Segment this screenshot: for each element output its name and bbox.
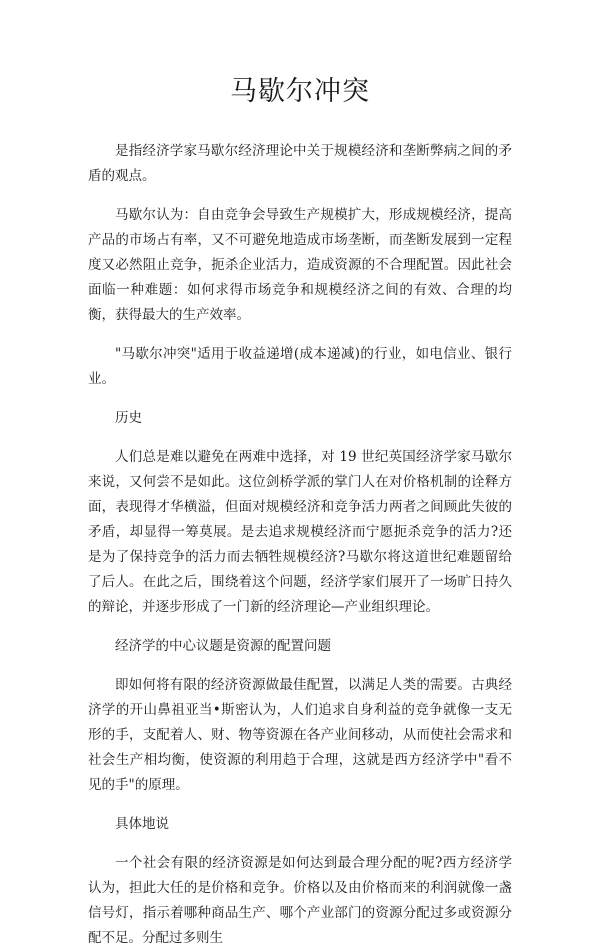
document-body	[88, 139, 512, 951]
document-title: 马歇尔冲突	[230, 76, 370, 107]
paragraph-invisible-hand: 即如何将有限的经济资源做最佳配置，以满足人类的需要。古典经济学的开山鼻祖亚当•斯密认为，人们追求自身利益的竞争就像一支无形的手，支配着人、财、物等资源在各产业间移动，从而使社会需求和社会生产相均衡，使资源的利用趋于合理，这就是西方经济学中"看不见的手"的原理。	[88, 677, 512, 793]
section-heading-specifically: 具体地说	[115, 816, 169, 832]
paragraph-price-competition: 一个社会有限的经济资源是如何达到最合理分配的呢?西方经济学认为，担此大任的是价格和竞争。价格以及由价格而来的利润就像一盏信号灯，指示着哪种商品生产、哪个产业部门的资源分配过多或资源分配不足。分配过多则生	[88, 855, 512, 946]
paragraph-history: 人们总是难以避免在两难中选择，对 19 世纪英国经济学家马歇尔来说，又何尝不是如此。这位剑桥学派的掌门人在对价格机制的诠释方面，表现得才华横溢，但面对规模经济和竞争活力两者之间顾此失彼的矛盾，却显得一筹莫展。是去追求规模经济而宁愿扼杀竞争的活力?还是为了保持竞争的活力而去牺牲规模经济?马歇尔将这道世纪难题留给了后人。在此之后，围绕着这个问题，经济学家们展开了一场旷日持久的辩论，并逐步形成了一门新的经济理论—产业组织理论。	[88, 449, 512, 615]
section-heading-history: 历史	[115, 410, 142, 426]
section-heading-resource-allocation: 经济学的中心议题是资源的配置问题	[115, 638, 331, 654]
paragraph-definition: 是指经济学家马歇尔经济理论中关于规模经济和垄断弊病之间的矛盾的观点。	[88, 143, 512, 184]
paragraph-marshall-view: 马歇尔认为：自由竞争会导致生产规模扩大，形成规模经济，提高产品的市场占有率，又不可避免地造成市场垄断，而垄断发展到一定程度又必然阻止竞争，扼杀企业活力，造成资源的不合理配置。因此社会面临一种难题：如何求得市场竞争和规模经济之间的有效、合理的均衡，获得最大的生产效率。	[88, 207, 512, 323]
paragraph-applicability: "马歇尔冲突"适用于收益递增(成本递减)的行业，如电信业、银行业。	[88, 346, 512, 387]
